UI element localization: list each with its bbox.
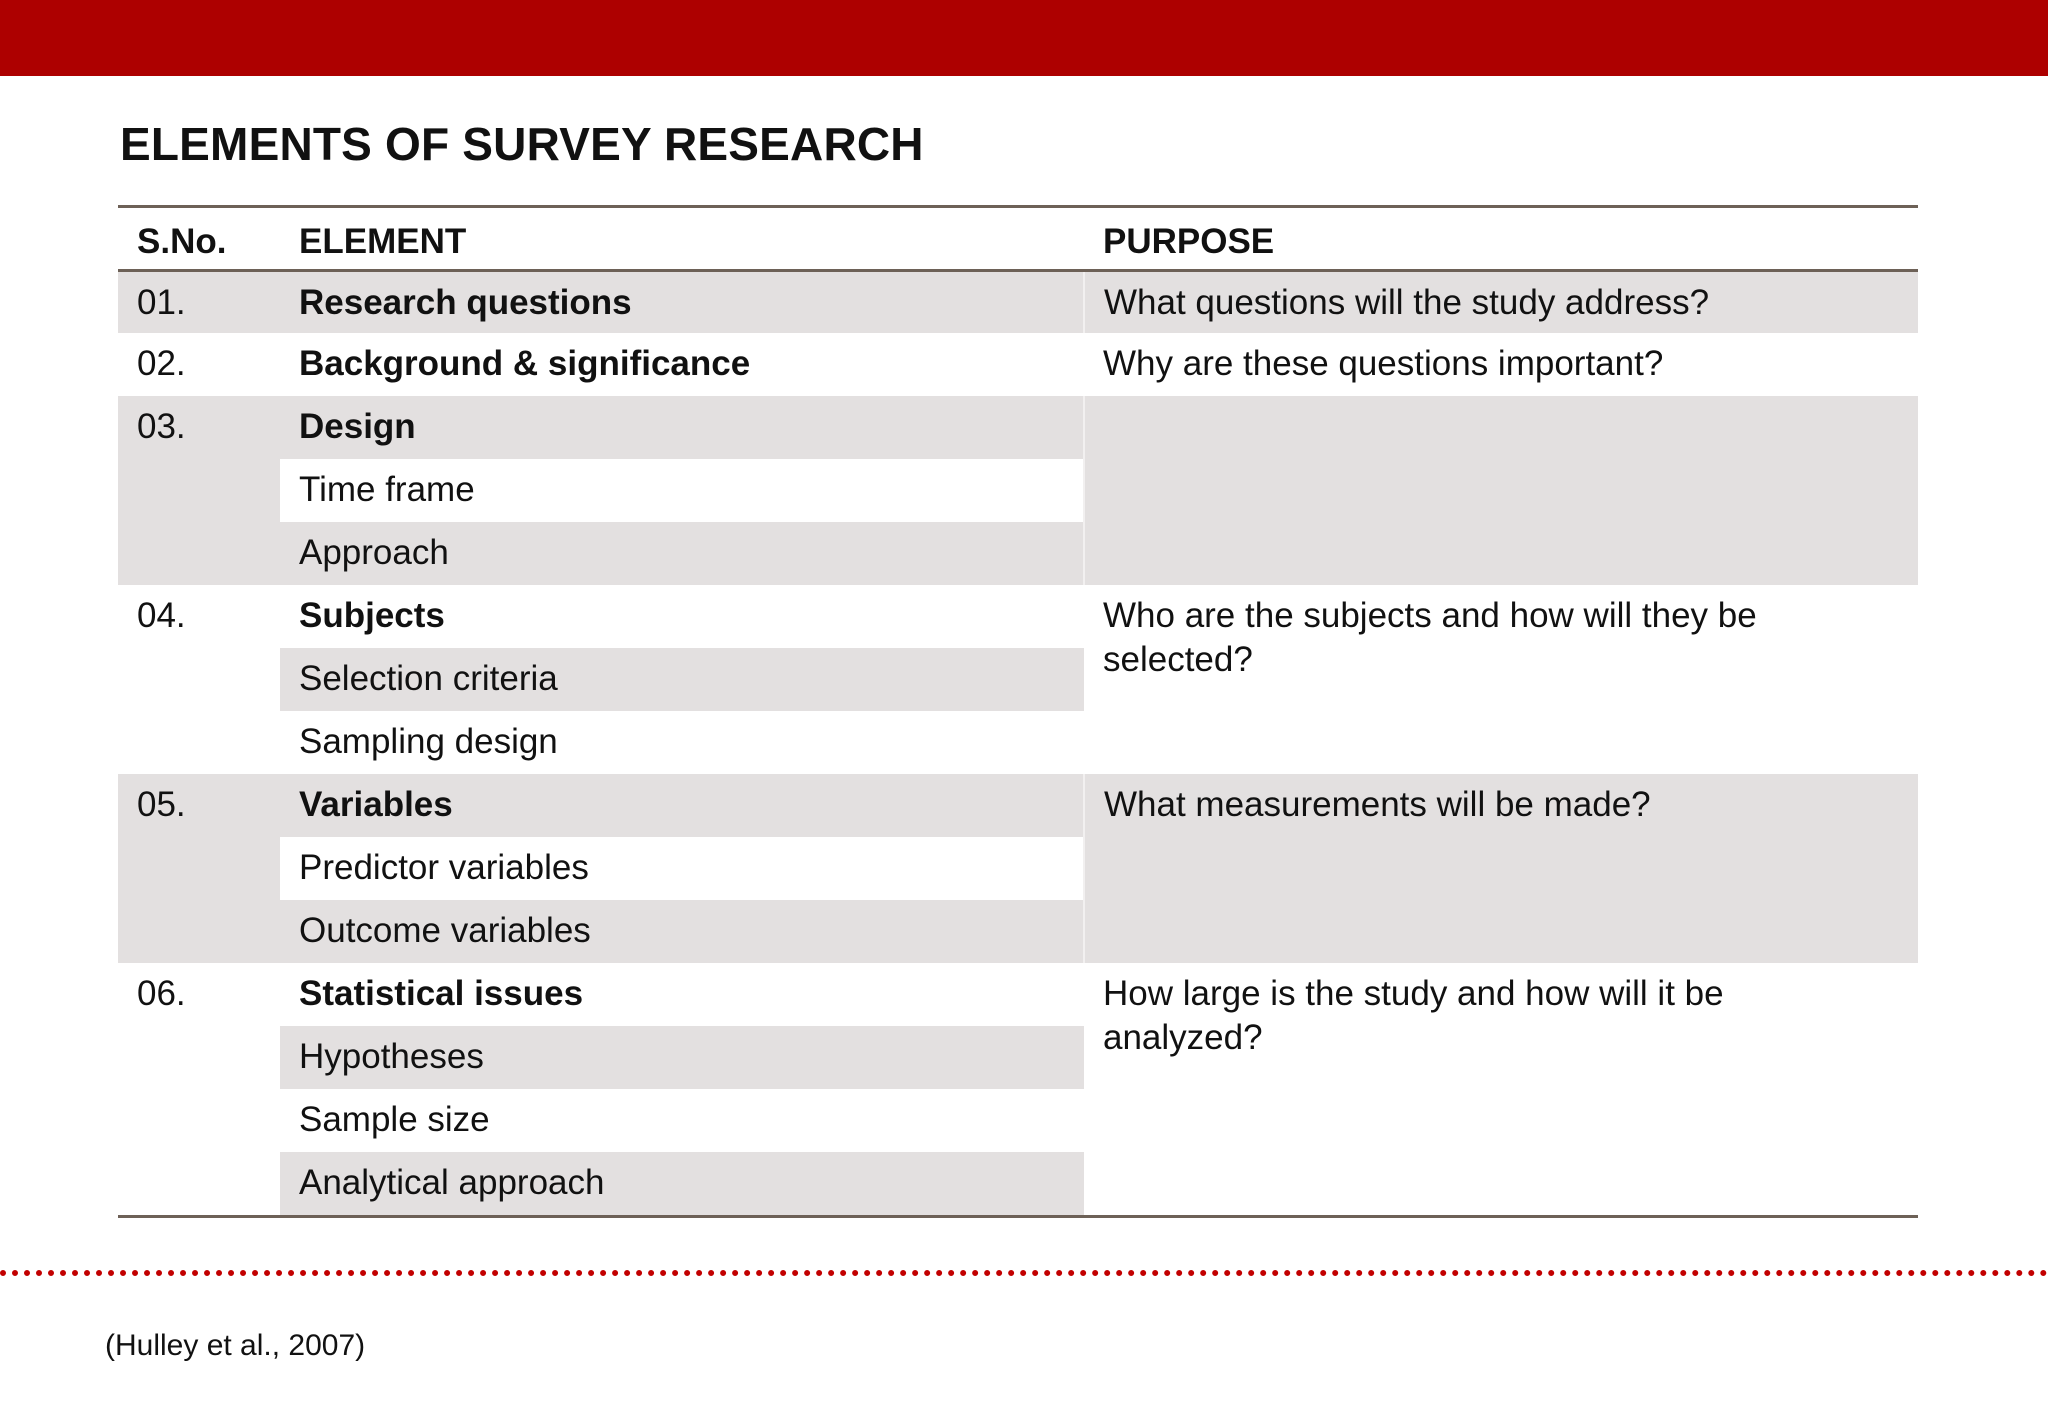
dotted-divider [0,1270,2048,1276]
header-sno: S.No. [118,208,280,270]
sno-cell: 02. [118,333,280,396]
element-cell: Variables [280,774,1084,837]
element-cell: Subjects [280,585,1084,648]
table-row-statistical-issues [118,963,1918,1026]
sno-cell: 04. [118,585,280,774]
sub-element-cell: Predictor variables [280,837,1084,900]
sub-element-cell: Approach [280,522,1084,585]
sub-element-cell: Hypotheses [280,1026,1084,1089]
purpose-cell: What questions will the study address? [1084,270,1918,333]
table-header-row [118,208,1918,270]
sub-element-cell: Time frame [280,459,1084,522]
sub-element-cell: Analytical approach [280,1152,1084,1215]
purpose-cell: How large is the study and how will it be analyzed? [1084,963,1918,1215]
citation: (Hulley et al., 2007) [105,1329,366,1362]
sno-cell: 03. [118,396,280,585]
sub-element-cell: Sampling design [280,711,1084,774]
table-row-subjects [118,585,1918,648]
header-purpose: PURPOSE [1084,208,1918,270]
sno-cell: 01. [118,270,280,333]
top-banner [0,0,2048,76]
element-cell: Research questions [280,270,1084,333]
purpose-cell: Who are the subjects and how will they be selected? [1084,585,1918,774]
table-row-research-questions [118,270,1918,333]
purpose-cell [1084,396,1918,585]
sno-cell: 06. [118,963,280,1215]
element-cell: Background & significance [280,333,1084,396]
slide-title: ELEMENTS OF SURVEY RESEARCH [120,118,924,170]
table-row-design [118,396,1918,459]
element-cell: Design [280,396,1084,459]
header-element: ELEMENT [280,208,1084,270]
sub-element-cell: Selection criteria [280,648,1084,711]
purpose-cell: What measurements will be made? [1084,774,1918,963]
table-row-background [118,333,1918,396]
sno-cell: 05. [118,774,280,963]
table-grid [118,208,1918,1215]
table-row-variables [118,774,1918,837]
sub-element-cell: Outcome variables [280,900,1084,963]
element-cell: Statistical issues [280,963,1084,1026]
sub-element-cell: Sample size [280,1089,1084,1152]
survey-elements-table [118,205,1918,1218]
purpose-cell: Why are these questions important? [1084,333,1918,396]
